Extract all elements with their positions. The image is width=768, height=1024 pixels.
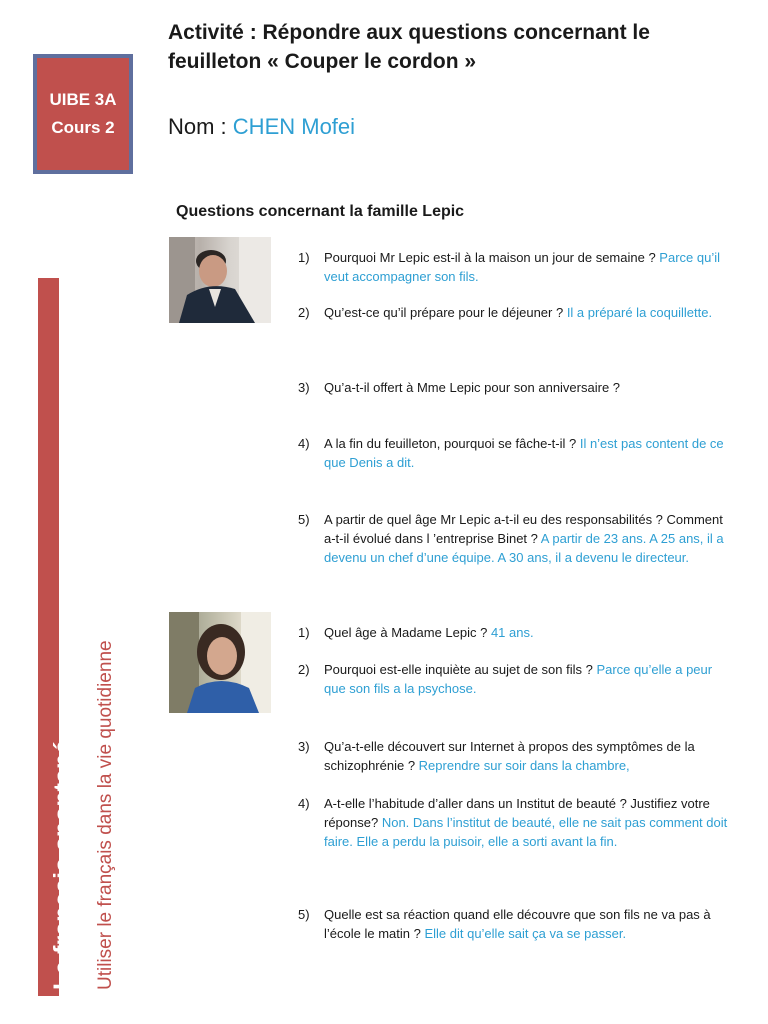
question-text: Qu’a-t-elle découvert sur Internet à propos des symptômes de la schizophrénie ? <box>324 739 695 773</box>
photo-mr-lepic <box>169 237 271 323</box>
course-line2: Cours 2 <box>51 118 115 137</box>
question-number: 1) <box>298 250 310 265</box>
student-name-value: CHEN Mofei <box>232 114 356 139</box>
question-text: Qu’a-t-il offert à Mme Lepic pour son anniversaire ? <box>324 380 621 395</box>
question-number: 4) <box>298 796 310 811</box>
answer-text: A partir de 23 ans. A 25 ans, il a devenu un chef d’une équipe. A 30 ans, il a devenu le directeur. <box>324 531 724 565</box>
question-number: 5) <box>298 907 310 922</box>
answer-text: Reprendre sur soir dans la chambre, <box>418 758 630 773</box>
answer-text: Parce qu’elle a peur que son fils a la psychose. <box>324 662 713 696</box>
question-number: 1) <box>298 625 310 640</box>
answer-text: Il n’est pas content de ce que Denis a dit. <box>324 436 724 470</box>
answer-text: Non. Dans l’institut de beauté, elle ne sait pas comment doit faire. Elle a perdu la puisoir, elle a sorti avant la fin. <box>324 815 728 849</box>
answer-text: Il a préparé la coquillette. <box>566 305 713 320</box>
photo-mme-lepic <box>169 612 271 713</box>
question-text: Quel âge à Madame Lepic ? <box>324 625 491 640</box>
question-number: 2) <box>298 662 310 677</box>
question-item <box>298 303 730 322</box>
question-item <box>298 510 730 567</box>
question-item <box>298 434 730 472</box>
question-text: Quelle est sa réaction quand elle découvre que son fils ne va pas à l’école le matin ? <box>324 907 711 941</box>
sidebar-main-title: Le français spontané <box>49 739 77 990</box>
question-number: 3) <box>298 739 310 754</box>
question-text: Pourquoi est-elle inquiète au sujet de son fils ? <box>324 662 597 677</box>
question-item <box>298 737 730 775</box>
student-name <box>168 114 355 140</box>
question-text: A-t-elle l’habitude d’aller dans un Institut de beauté ? Justifiez votre réponse? <box>324 796 710 830</box>
question-text: Qu’est-ce qu’il prépare pour le déjeuner ? <box>324 305 567 320</box>
answer-text: 41 ans. <box>490 625 534 640</box>
question-number: 4) <box>298 436 310 451</box>
activity-title-line2: feuilleton « Couper le cordon » <box>168 50 477 73</box>
activity-title-line1: Activité : Répondre aux questions concernant le <box>168 21 650 44</box>
course-box <box>33 54 133 174</box>
question-text: A la fin du feuilleton, pourquoi se fâche-t-il ? <box>324 436 580 451</box>
course-line1: UIBE 3A <box>49 90 117 109</box>
section-title: Questions concernant la famille Lepic <box>176 203 465 220</box>
answer-text: Elle dit qu’elle sait ça va se passer. <box>424 926 627 941</box>
question-item <box>298 248 730 286</box>
question-item <box>298 378 730 397</box>
question-number: 5) <box>298 512 310 527</box>
question-item <box>298 623 730 642</box>
question-item <box>298 660 730 698</box>
activity-title <box>168 18 728 76</box>
question-number: 3) <box>298 380 310 395</box>
question-item <box>298 905 730 943</box>
question-number: 2) <box>298 305 310 320</box>
question-text: Pourquoi Mr Lepic est-il à la maison un jour de semaine ? <box>324 250 660 265</box>
question-text: A partir de quel âge Mr Lepic a-t-il eu des responsabilités ? Comment a-t-il évolué dans l ’entreprise Binet ? <box>324 512 723 546</box>
student-name-label: Nom : <box>168 114 233 139</box>
question-item <box>298 794 730 851</box>
answer-text: Parce qu’il veut accompagner son fils. <box>324 250 720 284</box>
sidebar-subtitle: Utiliser le français dans la vie quotidienne <box>95 640 116 990</box>
